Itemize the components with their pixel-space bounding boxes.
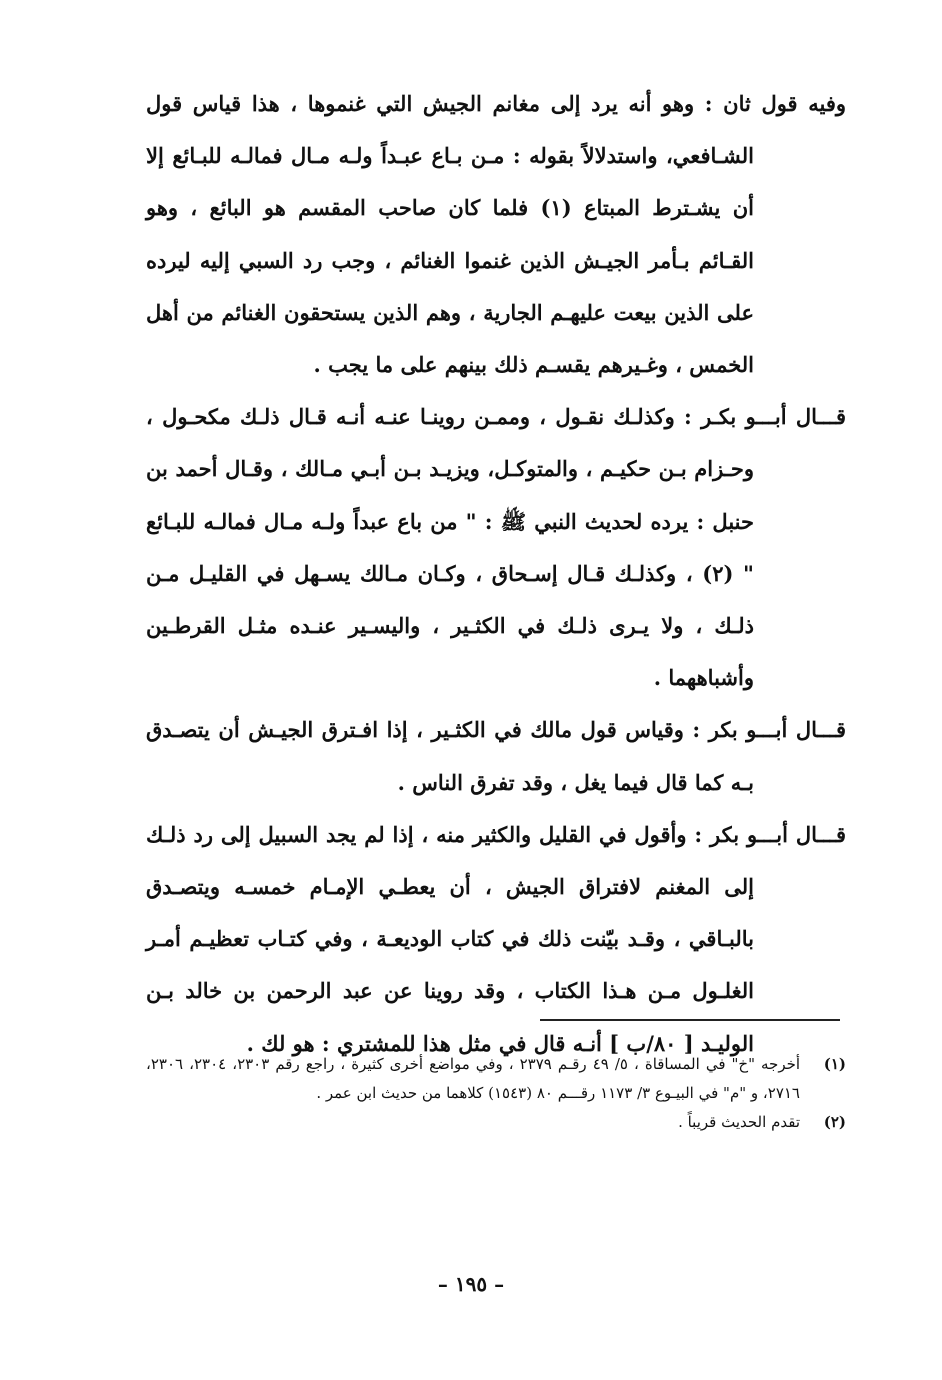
paragraph-second-opinion: وفيه قول ثان : وهو أنه يرد إلى مغانم الجيش التي غنموها ، هذا قياس قول الشـافعي، واستدلالاً بقوله : مـن بـاع عبـداً ولـه مـال فمالـه للبـائع إلا أن يشـترط المبتاع (١) فلما كان صاحب المقسم هو البائع ، وهو القـائم بـأمر الجيـش الذين غنموا الغنائم ، وجب رد السبي إليه ليرده على الذين بيعت عليهـم الجارية ، وهم الذين يستحقون الغنائم من أهل الخمس ، وغـيرهم يقسـم ذلك بينهم على ما يجب .	[146, 91, 846, 378]
footnote-2	[146, 1108, 846, 1137]
paragraph-abu-bakr-opinion: قـــال أبـــو بكر : وأقول في القليل والكثير منه ، إذا لم يجد السبيل إلى رد ذلـك إلى المغنم لافتراق الجيش ، أن يعطـي الإمـام خمسـه ويتصـدق بالبـاقي ، وقـد بيّنت ذلك في كتاب الوديعـة ، وفي كتـاب تعظيـم أمـر الغلـول مـن هـذا الكتاب ، وقد روينا عن عبد الرحمن بن خالد بـن الوليـد [ ٨٠/ب ] أنـه قال في مثل هذا للمشتري : هو لك .	[146, 821, 846, 1056]
footnote-number: (١)	[823, 1055, 846, 1073]
footnote-text: أخرجه "خ" في المساقاة ، ٥/ ٤٩ رقـم ٢٣٧٩ ، وفي مواضع أخرى كثيرة ، راجع رقم ٢٣٠٣، ٢٣٠٤، ٢٣٠٦، ٢٧١٦، و "م" في البيـوع ٣/ ١١٧٣ رقـــم ٨٠ (١٥٤٣) كلاهما من حديث ابن عمر .	[146, 1055, 801, 1102]
page-number: – ١٩٥ –	[437, 1272, 505, 1296]
footnote-divider	[540, 1019, 840, 1021]
footnote-text: تقدم الحديث قريباً .	[678, 1113, 800, 1131]
footnotes	[146, 1050, 846, 1137]
main-text	[146, 78, 846, 1070]
footnote-1	[146, 1050, 846, 1108]
paragraph-abu-bakr-malik-analogy: قـــال أبـــو بكر : وقياس قول مالك في الكثـير ، إذا افـترق الجيـش أن يتصـدق بـه كما قال فيما يغل ، وقد تفرق الناس .	[146, 717, 846, 795]
paragraph-abu-bakr-makhul: قـــال أبـــو بكـر : وكذلـك نقـول ، وممـن روينـا عنـه أنـه قـال ذلـك مكحـول ، وحـزام بـن حكيـم ، والمتوكـل، ويزيـد بـن أبـي مـالك ، وقـال أحمد بن حنبل : يرده لحديث النبي ﷺ : " من باع عبداً ولـه مـال فمالـه للبـائع " (٢) ، وكذلـك قـال إسـحاق ، وكـان مـالك يسـهل في القليـل مـن ذلـك ، ولا يـرى ذلـك في الكثـير ، واليسـير عنـده مثـل القرطـين وأشباههما .	[146, 404, 846, 691]
footnote-number: (٢)	[823, 1113, 846, 1131]
